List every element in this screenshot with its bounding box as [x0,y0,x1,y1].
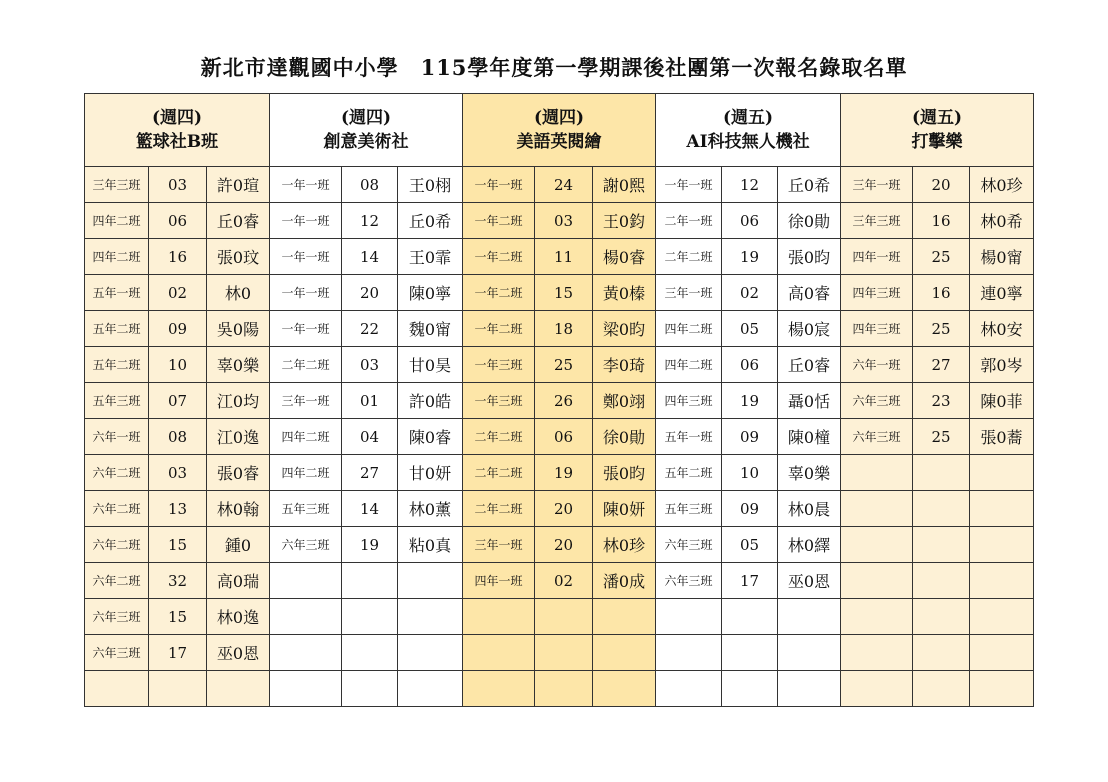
student-number: 02 [149,275,207,311]
student-name: 許0瑄 [207,167,270,203]
student-number: 14 [342,239,398,275]
student-number: 03 [535,203,593,239]
student-class: 六年三班 [85,635,149,671]
student-class: 一年一班 [270,239,342,275]
student-number: 20 [342,275,398,311]
student-number: 15 [149,599,207,635]
table-row [85,203,1034,239]
student-class: 六年二班 [85,527,149,563]
student-name [970,455,1034,491]
student-number [342,671,398,707]
student-class: 五年二班 [656,455,722,491]
student-name: 陳0睿 [398,419,463,455]
student-number: 12 [342,203,398,239]
club-day: (週五) [722,108,774,128]
club-header-row [85,94,1034,167]
student-name: 徐0勛 [778,203,841,239]
student-number: 17 [722,563,778,599]
student-class: 五年三班 [270,491,342,527]
student-number [722,671,778,707]
student-number: 18 [535,311,593,347]
table-row [85,563,1034,599]
student-number: 09 [149,311,207,347]
student-number: 11 [535,239,593,275]
student-number: 19 [535,455,593,491]
student-name: 潘0成 [593,563,656,599]
student-number: 16 [913,275,970,311]
student-name: 林0珍 [970,167,1034,203]
student-number: 25 [913,419,970,455]
student-number [535,671,593,707]
student-name: 林0薰 [398,491,463,527]
student-name: 張0睿 [207,455,270,491]
student-number: 14 [342,491,398,527]
student-class: 三年三班 [841,203,913,239]
student-number: 20 [535,491,593,527]
student-class [841,635,913,671]
student-number [913,671,970,707]
student-number: 23 [913,383,970,419]
student-name [970,527,1034,563]
student-name: 甘0昊 [398,347,463,383]
student-number: 25 [913,311,970,347]
student-name: 丘0希 [778,167,841,203]
student-number: 19 [342,527,398,563]
page-title: 新北市達觀國中小學 115學年度第一學期課後社團第一次報名錄取名單 [200,55,908,80]
student-name: 鍾0 [207,527,270,563]
student-number: 19 [722,239,778,275]
student-number: 08 [342,167,398,203]
club-header [656,94,841,167]
student-name: 林0翰 [207,491,270,527]
student-class [841,491,913,527]
student-name: 粘0真 [398,527,463,563]
club-day: (週四) [151,108,203,128]
student-class: 四年二班 [85,239,149,275]
student-number: 08 [149,419,207,455]
student-class [841,455,913,491]
student-class: 一年二班 [463,275,535,311]
student-number: 02 [535,563,593,599]
student-name [778,599,841,635]
student-class [841,671,913,707]
student-class: 六年二班 [85,455,149,491]
student-number [535,635,593,671]
student-class: 六年三班 [656,527,722,563]
student-number: 03 [149,455,207,491]
table-row [85,455,1034,491]
student-name: 林0珍 [593,527,656,563]
student-number: 05 [722,527,778,563]
student-number [913,455,970,491]
student-number: 27 [913,347,970,383]
student-number: 06 [722,203,778,239]
table-row [85,347,1034,383]
student-number [535,599,593,635]
student-name: 許0皓 [398,383,463,419]
club-name: 籃球社B班 [135,132,219,152]
student-class: 六年一班 [85,419,149,455]
student-name [398,599,463,635]
student-class [270,599,342,635]
student-number: 09 [722,419,778,455]
student-name: 張0昀 [778,239,841,275]
student-class: 一年三班 [463,347,535,383]
student-name [593,635,656,671]
student-name: 楊0睿 [593,239,656,275]
student-name [593,671,656,707]
student-class: 四年二班 [270,419,342,455]
student-class [270,671,342,707]
table-row [85,167,1034,203]
student-class: 四年二班 [85,203,149,239]
student-class: 六年三班 [656,563,722,599]
student-class: 一年一班 [270,203,342,239]
student-class [656,671,722,707]
student-class: 二年二班 [463,491,535,527]
student-name: 林0希 [970,203,1034,239]
table-row [85,239,1034,275]
student-number: 12 [722,167,778,203]
student-number: 05 [722,311,778,347]
student-class: 五年三班 [656,491,722,527]
student-class [841,599,913,635]
student-class: 五年一班 [656,419,722,455]
student-number: 20 [913,167,970,203]
student-name: 王0鈞 [593,203,656,239]
student-number: 25 [913,239,970,275]
table-row [85,599,1034,635]
student-class: 四年二班 [656,311,722,347]
student-class [841,563,913,599]
student-name: 楊0甯 [970,239,1034,275]
table-row [85,635,1034,671]
student-name: 高0睿 [778,275,841,311]
student-class: 六年二班 [85,563,149,599]
student-class: 六年三班 [270,527,342,563]
student-class: 三年一班 [270,383,342,419]
student-number: 16 [913,203,970,239]
student-name: 林0 [207,275,270,311]
student-class: 四年二班 [270,455,342,491]
student-class: 四年一班 [463,563,535,599]
student-class: 五年三班 [85,383,149,419]
student-name: 丘0睿 [207,203,270,239]
student-number: 07 [149,383,207,419]
student-name: 徐0勛 [593,419,656,455]
table-row [85,491,1034,527]
enrollment-table [84,93,1034,707]
student-number [342,635,398,671]
student-class: 二年一班 [656,203,722,239]
student-number: 16 [149,239,207,275]
student-class: 二年二班 [270,347,342,383]
table-row [85,275,1034,311]
student-class: 三年一班 [656,275,722,311]
student-name [398,563,463,599]
student-name [970,599,1034,635]
student-name: 辜0樂 [778,455,841,491]
student-name: 張0玟 [207,239,270,275]
student-class: 二年二班 [656,239,722,275]
student-number: 19 [722,383,778,419]
student-name: 巫0恩 [778,563,841,599]
student-class: 四年三班 [841,311,913,347]
student-number: 13 [149,491,207,527]
student-class: 四年三班 [841,275,913,311]
student-name: 謝0熙 [593,167,656,203]
student-number: 20 [535,527,593,563]
student-class [463,599,535,635]
student-number [913,563,970,599]
student-class [270,563,342,599]
student-name [778,635,841,671]
table-row [85,383,1034,419]
student-number: 32 [149,563,207,599]
student-class: 二年二班 [463,455,535,491]
student-number [722,635,778,671]
table-row [85,527,1034,563]
student-class: 一年一班 [270,311,342,347]
club-header [841,94,1034,167]
club-day: (週四) [340,108,392,128]
student-number [913,527,970,563]
student-name: 丘0睿 [778,347,841,383]
student-number: 15 [149,527,207,563]
student-number [913,635,970,671]
student-number: 09 [722,491,778,527]
student-name [970,563,1034,599]
student-name: 連0寧 [970,275,1034,311]
student-class: 一年二班 [463,311,535,347]
student-class: 三年一班 [463,527,535,563]
student-number: 27 [342,455,398,491]
student-number: 25 [535,347,593,383]
student-class [656,599,722,635]
club-name: 美語英閱繪 [516,132,602,152]
student-name: 江0均 [207,383,270,419]
club-header [270,94,463,167]
student-name [207,671,270,707]
student-name: 張0蕎 [970,419,1034,455]
student-number: 06 [535,419,593,455]
student-name [398,671,463,707]
student-name: 江0逸 [207,419,270,455]
student-name: 陳0寧 [398,275,463,311]
student-number: 10 [722,455,778,491]
student-class: 一年三班 [463,383,535,419]
student-class [270,635,342,671]
student-class: 六年三班 [841,383,913,419]
student-class: 五年二班 [85,347,149,383]
student-name: 丘0希 [398,203,463,239]
student-name: 郭0岑 [970,347,1034,383]
club-name: 打擊樂 [911,132,963,152]
student-number [342,599,398,635]
student-number: 01 [342,383,398,419]
student-name: 高0瑞 [207,563,270,599]
student-class: 一年一班 [463,167,535,203]
student-name [970,671,1034,707]
student-class [463,635,535,671]
student-number: 03 [342,347,398,383]
student-class: 六年三班 [85,599,149,635]
student-number: 10 [149,347,207,383]
student-number: 06 [149,203,207,239]
student-name: 林0安 [970,311,1034,347]
student-number: 24 [535,167,593,203]
student-number: 04 [342,419,398,455]
student-class [656,635,722,671]
student-name: 陳0妍 [593,491,656,527]
table-row [85,671,1034,707]
student-name [970,491,1034,527]
student-number [913,491,970,527]
student-name: 李0琦 [593,347,656,383]
student-name: 王0栩 [398,167,463,203]
student-class: 五年一班 [85,275,149,311]
student-class: 四年三班 [656,383,722,419]
student-number: 26 [535,383,593,419]
student-class: 六年一班 [841,347,913,383]
student-name: 魏0甯 [398,311,463,347]
student-name: 林0逸 [207,599,270,635]
student-class: 二年二班 [463,419,535,455]
student-name: 巫0恩 [207,635,270,671]
student-name: 吳0陽 [207,311,270,347]
student-name: 陳0橦 [778,419,841,455]
student-name: 甘0妍 [398,455,463,491]
student-number [149,671,207,707]
student-number: 06 [722,347,778,383]
student-name: 林0晨 [778,491,841,527]
club-day: (週五) [911,108,963,128]
student-class: 六年三班 [841,419,913,455]
student-name: 張0昀 [593,455,656,491]
student-number [342,563,398,599]
student-number: 17 [149,635,207,671]
student-class [463,671,535,707]
student-class: 一年二班 [463,239,535,275]
student-number [913,599,970,635]
student-name: 梁0昀 [593,311,656,347]
student-number: 02 [722,275,778,311]
club-day: (週四) [533,108,585,128]
student-name: 聶0恬 [778,383,841,419]
student-number [722,599,778,635]
student-class [841,527,913,563]
student-class: 一年一班 [270,275,342,311]
student-name: 王0霏 [398,239,463,275]
student-class: 六年二班 [85,491,149,527]
table-row [85,311,1034,347]
student-name [778,671,841,707]
student-class: 四年二班 [656,347,722,383]
club-header [463,94,656,167]
club-header [85,94,270,167]
table-row [85,419,1034,455]
student-class [85,671,149,707]
student-name [593,599,656,635]
student-number: 03 [149,167,207,203]
student-name: 楊0宸 [778,311,841,347]
student-name [970,635,1034,671]
student-number: 22 [342,311,398,347]
club-name: AI科技無人機社 [686,132,810,152]
student-class: 一年一班 [656,167,722,203]
student-class: 五年二班 [85,311,149,347]
student-name: 林0繹 [778,527,841,563]
student-class: 三年三班 [85,167,149,203]
student-number: 15 [535,275,593,311]
student-class: 一年一班 [270,167,342,203]
student-name: 鄭0翊 [593,383,656,419]
student-class: 四年一班 [841,239,913,275]
student-name: 陳0菲 [970,383,1034,419]
student-name: 辜0樂 [207,347,270,383]
student-class: 一年二班 [463,203,535,239]
club-name: 創意美術社 [323,132,409,152]
student-class: 三年一班 [841,167,913,203]
student-name [398,635,463,671]
student-name: 黃0榛 [593,275,656,311]
